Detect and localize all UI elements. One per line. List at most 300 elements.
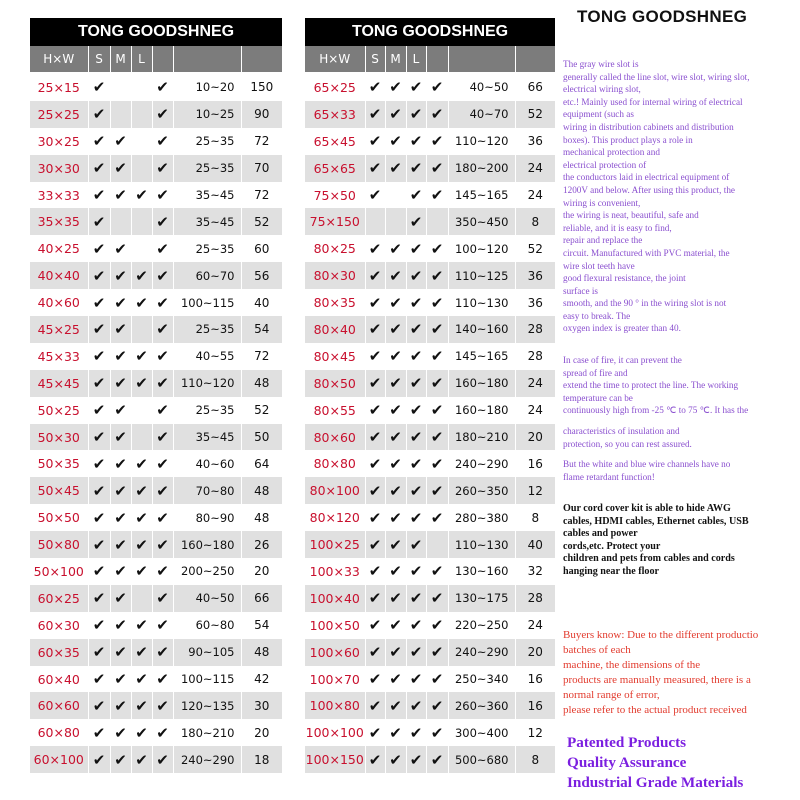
- cable-range-cell: 350~450: [448, 208, 515, 235]
- quantity-cell: 24: [515, 612, 555, 639]
- check-cell: ✔: [152, 73, 173, 101]
- check-cell: ✔: [152, 531, 173, 558]
- check-cell: ✔: [426, 746, 448, 773]
- check-m-cell: ✔: [110, 477, 131, 504]
- size-cell: 80×40: [305, 316, 365, 343]
- check-cell: ✔: [426, 235, 448, 262]
- table-row: [30, 370, 282, 397]
- check-m-cell: ✔: [110, 531, 131, 558]
- check-l-cell: [131, 128, 152, 155]
- quantity-cell: 72: [241, 182, 282, 209]
- check-s-cell: ✔: [88, 531, 110, 558]
- header-blank: [152, 46, 173, 73]
- quantity-cell: 28: [515, 585, 555, 612]
- cable-range-cell: 140~160: [448, 316, 515, 343]
- quantity-cell: 8: [515, 746, 555, 773]
- size-cell: 60×30: [30, 612, 88, 639]
- cable-range-cell: 110~125: [448, 262, 515, 289]
- check-m-cell: ✔: [385, 746, 406, 773]
- table-row: [30, 692, 282, 719]
- check-cell: ✔: [152, 397, 173, 424]
- size-cell: 50×80: [30, 531, 88, 558]
- cord-note-line: cables, HDMI cables, Ethernet cables, USB: [563, 515, 749, 527]
- size-cell: 80×120: [305, 504, 365, 531]
- quantity-cell: 12: [515, 477, 555, 504]
- check-l-cell: ✔: [406, 397, 426, 424]
- check-l-cell: ✔: [131, 666, 152, 693]
- check-s-cell: ✔: [365, 746, 385, 773]
- description-line: electrical protection of: [563, 159, 647, 170]
- cable-range-cell: 10~20: [173, 73, 241, 101]
- check-m-cell: ✔: [110, 316, 131, 343]
- check-cell: ✔: [152, 585, 173, 612]
- description-line: easy to break. The: [563, 310, 631, 321]
- quantity-cell: 50: [241, 424, 282, 451]
- size-cell: 80×100: [305, 477, 365, 504]
- check-m-cell: ✔: [385, 343, 406, 370]
- table-row: [30, 612, 282, 639]
- check-l-cell: ✔: [131, 289, 152, 316]
- check-m-cell: [110, 208, 131, 235]
- check-l-cell: ✔: [131, 639, 152, 666]
- quantity-cell: 24: [515, 370, 555, 397]
- cable-range-cell: 160~180: [448, 397, 515, 424]
- check-s-cell: ✔: [365, 397, 385, 424]
- check-m-cell: ✔: [110, 343, 131, 370]
- check-l-cell: ✔: [131, 450, 152, 477]
- size-cell: 50×100: [30, 558, 88, 585]
- check-s-cell: ✔: [88, 182, 110, 209]
- cable-range-cell: 10~25: [173, 101, 241, 128]
- check-cell: ✔: [426, 289, 448, 316]
- check-m-cell: [385, 208, 406, 235]
- quantity-cell: 36: [515, 262, 555, 289]
- quantity-cell: 70: [241, 155, 282, 182]
- table-row: [305, 397, 555, 424]
- check-cell: ✔: [152, 639, 173, 666]
- quantity-cell: 90: [241, 101, 282, 128]
- quantity-cell: 72: [241, 128, 282, 155]
- size-cell: 45×33: [30, 343, 88, 370]
- size-cell: 65×65: [305, 155, 365, 182]
- cable-range-cell: 120~135: [173, 692, 241, 719]
- size-cell: 80×80: [305, 450, 365, 477]
- check-cell: ✔: [426, 477, 448, 504]
- description-line: wiring in distribution cabinets and distribution: [563, 121, 734, 132]
- check-cell: ✔: [152, 128, 173, 155]
- table-title: TONG GOODSHNEG: [305, 18, 555, 46]
- fire-note-line: flame retardant function!: [563, 471, 655, 482]
- cable-range-cell: 260~350: [448, 477, 515, 504]
- cord-cover-note: [563, 503, 799, 579]
- size-cell: 35×35: [30, 208, 88, 235]
- table-row: [30, 504, 282, 531]
- table-row: [305, 316, 555, 343]
- cord-note-line: cords,etc. Protect your: [563, 540, 661, 552]
- quantity-cell: 66: [515, 73, 555, 101]
- cable-range-cell: 110~120: [173, 370, 241, 397]
- fire-note-line: extend the time to protect the line. The working: [563, 380, 739, 391]
- table-row: [305, 289, 555, 316]
- header-l: L: [131, 46, 152, 73]
- description-line: mechanical protection and: [563, 147, 660, 158]
- check-cell: ✔: [152, 343, 173, 370]
- check-s-cell: ✔: [88, 450, 110, 477]
- table-row: [30, 208, 282, 235]
- check-m-cell: ✔: [385, 289, 406, 316]
- cable-range-cell: 240~290: [448, 639, 515, 666]
- table-row: [305, 155, 555, 182]
- cable-range-cell: 110~130: [448, 289, 515, 316]
- table-row: [30, 531, 282, 558]
- check-l-cell: ✔: [406, 531, 426, 558]
- fire-note-line: characteristics of insulation and: [563, 425, 680, 436]
- cable-range-cell: 145~165: [448, 182, 515, 209]
- check-cell: ✔: [426, 585, 448, 612]
- quantity-cell: 30: [241, 692, 282, 719]
- check-m-cell: ✔: [110, 182, 131, 209]
- quantity-cell: 36: [515, 289, 555, 316]
- brand-title: TONG GOODSHNEG: [577, 7, 748, 26]
- check-cell: ✔: [426, 182, 448, 209]
- check-s-cell: ✔: [365, 182, 385, 209]
- quantity-cell: 52: [515, 101, 555, 128]
- check-m-cell: ✔: [110, 262, 131, 289]
- cord-note-line: cables and power: [563, 528, 638, 540]
- buyer-note-line: products are manually measured, there is a: [563, 673, 751, 686]
- check-l-cell: ✔: [406, 612, 426, 639]
- cable-range-cell: 90~105: [173, 639, 241, 666]
- header-size: H×W: [30, 46, 88, 73]
- check-l-cell: ✔: [406, 424, 426, 451]
- description-line: equipment (such as: [563, 109, 634, 120]
- quantity-cell: 72: [241, 343, 282, 370]
- check-l-cell: ✔: [406, 477, 426, 504]
- cable-range-cell: 100~115: [173, 666, 241, 693]
- description-line: boxes). This product plays a role in: [563, 134, 693, 145]
- table-row: [305, 450, 555, 477]
- cable-range-cell: 250~340: [448, 666, 515, 693]
- cable-range-cell: 130~160: [448, 558, 515, 585]
- check-l-cell: [131, 316, 152, 343]
- size-cell: 60×35: [30, 639, 88, 666]
- quantity-cell: 16: [515, 666, 555, 693]
- product-description: [563, 58, 799, 335]
- table-row: [30, 424, 282, 451]
- feature-line: Industrial Grade Materials: [567, 773, 744, 791]
- table-row: [305, 370, 555, 397]
- check-l-cell: [131, 73, 152, 101]
- header-m: M: [385, 46, 406, 73]
- check-s-cell: ✔: [88, 289, 110, 316]
- check-cell: ✔: [426, 558, 448, 585]
- quantity-cell: 150: [241, 73, 282, 101]
- check-s-cell: ✔: [365, 558, 385, 585]
- check-cell: ✔: [426, 370, 448, 397]
- check-s-cell: ✔: [88, 424, 110, 451]
- check-m-cell: ✔: [110, 612, 131, 639]
- check-m-cell: ✔: [110, 289, 131, 316]
- table-row: [305, 128, 555, 155]
- size-cell: 30×30: [30, 155, 88, 182]
- check-m-cell: ✔: [385, 666, 406, 693]
- check-m-cell: ✔: [110, 639, 131, 666]
- check-m-cell: ✔: [385, 128, 406, 155]
- table-row: [305, 719, 555, 746]
- check-s-cell: ✔: [88, 262, 110, 289]
- check-m-cell: ✔: [110, 370, 131, 397]
- size-cell: 60×100: [30, 746, 88, 773]
- check-l-cell: ✔: [131, 477, 152, 504]
- table-body: [305, 73, 555, 773]
- quantity-cell: 32: [515, 558, 555, 585]
- table-row: [30, 719, 282, 746]
- description-line: the wiring is neat, beautiful, safe and: [563, 210, 699, 221]
- cable-range-cell: 40~50: [448, 73, 515, 101]
- quantity-cell: 48: [241, 370, 282, 397]
- check-s-cell: ✔: [88, 612, 110, 639]
- cable-range-cell: 25~35: [173, 155, 241, 182]
- check-cell: ✔: [152, 719, 173, 746]
- cable-range-cell: 180~210: [173, 719, 241, 746]
- quantity-cell: 42: [241, 666, 282, 693]
- quantity-cell: 16: [515, 450, 555, 477]
- header-blank: [173, 46, 241, 73]
- check-cell: ✔: [426, 424, 448, 451]
- cord-note-line: hanging near the floor: [563, 565, 659, 577]
- cable-range-cell: 280~380: [448, 504, 515, 531]
- check-m-cell: ✔: [110, 424, 131, 451]
- check-cell: ✔: [426, 128, 448, 155]
- quantity-cell: 48: [241, 504, 282, 531]
- check-s-cell: ✔: [88, 73, 110, 101]
- check-cell: ✔: [152, 692, 173, 719]
- size-cell: 100×80: [305, 692, 365, 719]
- cable-range-cell: 70~80: [173, 477, 241, 504]
- quantity-cell: 20: [515, 424, 555, 451]
- check-s-cell: ✔: [88, 639, 110, 666]
- table-row: [305, 101, 555, 128]
- table-row: [305, 666, 555, 693]
- cable-range-cell: 220~250: [448, 612, 515, 639]
- check-m-cell: ✔: [385, 155, 406, 182]
- size-cell: 60×60: [30, 692, 88, 719]
- cable-range-cell: 100~120: [448, 235, 515, 262]
- check-s-cell: ✔: [365, 666, 385, 693]
- description-line: repair and replace the: [563, 235, 643, 246]
- check-m-cell: ✔: [385, 558, 406, 585]
- size-cell: 60×40: [30, 666, 88, 693]
- buyers-notice: [563, 628, 799, 717]
- check-cell: [426, 531, 448, 558]
- quantity-cell: 64: [241, 450, 282, 477]
- check-s-cell: ✔: [88, 719, 110, 746]
- check-m-cell: ✔: [110, 746, 131, 773]
- check-cell: ✔: [152, 424, 173, 451]
- check-l-cell: ✔: [131, 719, 152, 746]
- header-size: H×W: [305, 46, 365, 73]
- description-line: generally called the line slot, wire slot, wiring slot,: [563, 71, 750, 82]
- table-row: [305, 424, 555, 451]
- description-line: reliable, and it is easy to find,: [563, 222, 672, 233]
- check-s-cell: ✔: [365, 262, 385, 289]
- check-cell: ✔: [152, 746, 173, 773]
- cable-range-cell: 300~400: [448, 719, 515, 746]
- size-table-left: [30, 18, 282, 773]
- cable-range-cell: 40~60: [173, 450, 241, 477]
- check-s-cell: ✔: [88, 558, 110, 585]
- fire-note-line: In case of fire, it can prevent the: [563, 355, 682, 365]
- quantity-cell: 16: [515, 692, 555, 719]
- size-cell: 40×25: [30, 235, 88, 262]
- check-l-cell: ✔: [131, 370, 152, 397]
- table-row: [305, 692, 555, 719]
- size-cell: 30×25: [30, 128, 88, 155]
- table-row: [30, 235, 282, 262]
- size-cell: 75×50: [305, 182, 365, 209]
- header-blank: [426, 46, 448, 73]
- cable-range-cell: 240~290: [173, 746, 241, 773]
- quantity-cell: 12: [515, 719, 555, 746]
- check-s-cell: ✔: [88, 692, 110, 719]
- check-l-cell: ✔: [406, 289, 426, 316]
- quantity-cell: 18: [241, 746, 282, 773]
- check-s-cell: ✔: [365, 128, 385, 155]
- check-cell: ✔: [152, 155, 173, 182]
- size-cell: 80×45: [305, 343, 365, 370]
- check-l-cell: ✔: [406, 128, 426, 155]
- check-s-cell: ✔: [88, 666, 110, 693]
- check-s-cell: ✔: [365, 531, 385, 558]
- size-cell: 100×50: [305, 612, 365, 639]
- table-row: [30, 128, 282, 155]
- cable-range-cell: 60~80: [173, 612, 241, 639]
- size-cell: 50×35: [30, 450, 88, 477]
- check-l-cell: ✔: [406, 450, 426, 477]
- check-l-cell: [131, 424, 152, 451]
- check-cell: ✔: [152, 370, 173, 397]
- check-s-cell: ✔: [88, 155, 110, 182]
- quantity-cell: 26: [241, 531, 282, 558]
- description-line: wiring is convenient,: [563, 197, 641, 208]
- check-cell: ✔: [152, 612, 173, 639]
- cable-range-cell: 25~35: [173, 316, 241, 343]
- check-s-cell: ✔: [365, 235, 385, 262]
- check-cell: ✔: [152, 558, 173, 585]
- check-s-cell: ✔: [88, 477, 110, 504]
- fire-note-line: temperature can be: [563, 392, 633, 403]
- quantity-cell: 36: [515, 128, 555, 155]
- size-cell: 80×50: [305, 370, 365, 397]
- quantity-cell: 54: [241, 316, 282, 343]
- cable-range-cell: 40~50: [173, 585, 241, 612]
- size-cell: 60×25: [30, 585, 88, 612]
- buyer-note-line: normal range of error,: [563, 688, 660, 701]
- check-l-cell: ✔: [131, 531, 152, 558]
- check-l-cell: ✔: [131, 262, 152, 289]
- size-table-right: [305, 18, 555, 773]
- check-cell: ✔: [426, 73, 448, 101]
- table-row: [30, 397, 282, 424]
- table-row: [30, 262, 282, 289]
- size-cell: 25×15: [30, 73, 88, 101]
- table-row: [305, 343, 555, 370]
- check-s-cell: ✔: [88, 504, 110, 531]
- check-cell: ✔: [152, 182, 173, 209]
- header-blank: [448, 46, 515, 73]
- check-m-cell: ✔: [110, 504, 131, 531]
- size-cell: 80×60: [305, 424, 365, 451]
- table-row: [305, 73, 555, 101]
- size-cell: 75×150: [305, 208, 365, 235]
- check-m-cell: ✔: [110, 558, 131, 585]
- quantity-cell: 8: [515, 504, 555, 531]
- cable-range-cell: 110~130: [448, 531, 515, 558]
- buyer-note-line: machine, the dimensions of the: [563, 658, 701, 671]
- check-l-cell: ✔: [406, 343, 426, 370]
- description-line: wire slot teeth have: [563, 260, 635, 271]
- check-m-cell: ✔: [110, 128, 131, 155]
- table-row: [30, 73, 282, 101]
- size-cell: 80×55: [305, 397, 365, 424]
- size-cell: 50×50: [30, 504, 88, 531]
- table-row: [30, 182, 282, 209]
- check-s-cell: ✔: [365, 639, 385, 666]
- table-row: [305, 639, 555, 666]
- check-l-cell: ✔: [406, 235, 426, 262]
- check-s-cell: ✔: [88, 585, 110, 612]
- cable-range-cell: 180~200: [448, 155, 515, 182]
- check-m-cell: [385, 182, 406, 209]
- check-l-cell: ✔: [406, 558, 426, 585]
- table-row: [305, 612, 555, 639]
- check-m-cell: ✔: [385, 370, 406, 397]
- check-s-cell: ✔: [365, 504, 385, 531]
- check-s-cell: ✔: [88, 235, 110, 262]
- quantity-cell: 24: [515, 155, 555, 182]
- table-row: [30, 155, 282, 182]
- check-cell: ✔: [426, 343, 448, 370]
- size-cell: 80×35: [305, 289, 365, 316]
- check-s-cell: ✔: [365, 73, 385, 101]
- check-cell: ✔: [152, 208, 173, 235]
- quantity-cell: 52: [515, 235, 555, 262]
- quantity-cell: 8: [515, 208, 555, 235]
- check-m-cell: ✔: [110, 450, 131, 477]
- cable-range-cell: 80~90: [173, 504, 241, 531]
- feature-line: Quality Assurance: [567, 753, 687, 771]
- check-l-cell: ✔: [406, 585, 426, 612]
- check-l-cell: ✔: [131, 692, 152, 719]
- size-cell: 100×100: [305, 719, 365, 746]
- check-m-cell: ✔: [110, 585, 131, 612]
- cable-range-cell: 60~70: [173, 262, 241, 289]
- table-row: [305, 262, 555, 289]
- check-l-cell: ✔: [131, 343, 152, 370]
- check-m-cell: [110, 101, 131, 128]
- check-cell: ✔: [426, 612, 448, 639]
- size-cell: 40×40: [30, 262, 88, 289]
- quantity-cell: 28: [515, 316, 555, 343]
- quantity-cell: 48: [241, 477, 282, 504]
- header-blank: [241, 46, 282, 73]
- size-cell: 100×40: [305, 585, 365, 612]
- description-line: the conductors laid in electrical equipment of: [563, 172, 730, 183]
- check-m-cell: ✔: [385, 397, 406, 424]
- check-cell: ✔: [426, 692, 448, 719]
- check-s-cell: [365, 208, 385, 235]
- description-line: good flexural resistance, the joint: [563, 273, 686, 284]
